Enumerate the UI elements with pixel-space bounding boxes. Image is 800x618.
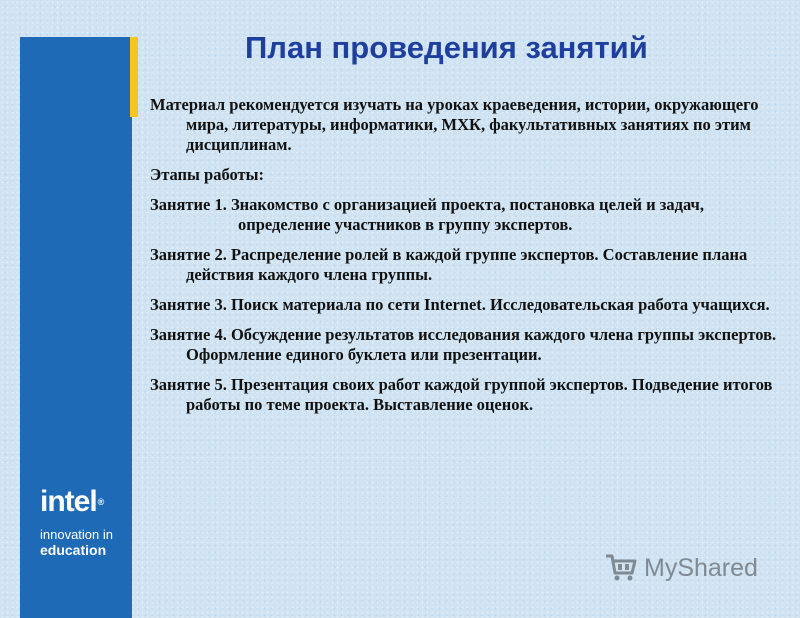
logo-mark: intel® bbox=[40, 485, 104, 518]
intro-paragraph: Материал рекомендуется изучать на уроках краеведения, истории, окружающего мира, литературы, информатики, МХК, факультативных занятиях по этим дисциплинам. bbox=[150, 95, 759, 154]
sidebar-accent-bar bbox=[130, 37, 138, 117]
logo-tagline-line1: innovation in bbox=[40, 527, 113, 542]
lesson-4-paragraph: Занятие 4. Обсуждение результатов исследования каждого члена группы экспертов. Оформление единого буклета или презентации. bbox=[150, 325, 777, 364]
lesson-1-paragraph: Занятие 1. Знакомство с организацией проекта, постановка целей и задач, определение участников в группу экспертов. bbox=[150, 195, 704, 234]
myshared-watermark bbox=[604, 553, 758, 583]
page-title: План проведения занятий bbox=[245, 30, 648, 65]
shopping-cart-icon bbox=[604, 553, 638, 583]
stages-heading: Этапы работы: bbox=[150, 165, 265, 184]
trademark-symbol: ® bbox=[97, 497, 104, 507]
intel-logo bbox=[40, 487, 130, 558]
logo-tagline-line2: education bbox=[40, 542, 107, 558]
lesson-2-paragraph: Занятие 2. Распределение ролей в каждой группе экспертов. Составление плана действия каждого члена группы. bbox=[150, 245, 748, 284]
watermark-text: MyShared bbox=[644, 553, 758, 582]
lesson-3-paragraph: Занятие 3. Поиск материала по сети Internet. Исследовательская работа учащихся. bbox=[150, 295, 770, 314]
lesson-5-paragraph: Занятие 5. Презентация своих работ каждой группой экспертов. Подведение итогов работы по теме проекта. Выставление оценок. bbox=[150, 375, 773, 414]
lesson-plan-body bbox=[150, 95, 798, 425]
